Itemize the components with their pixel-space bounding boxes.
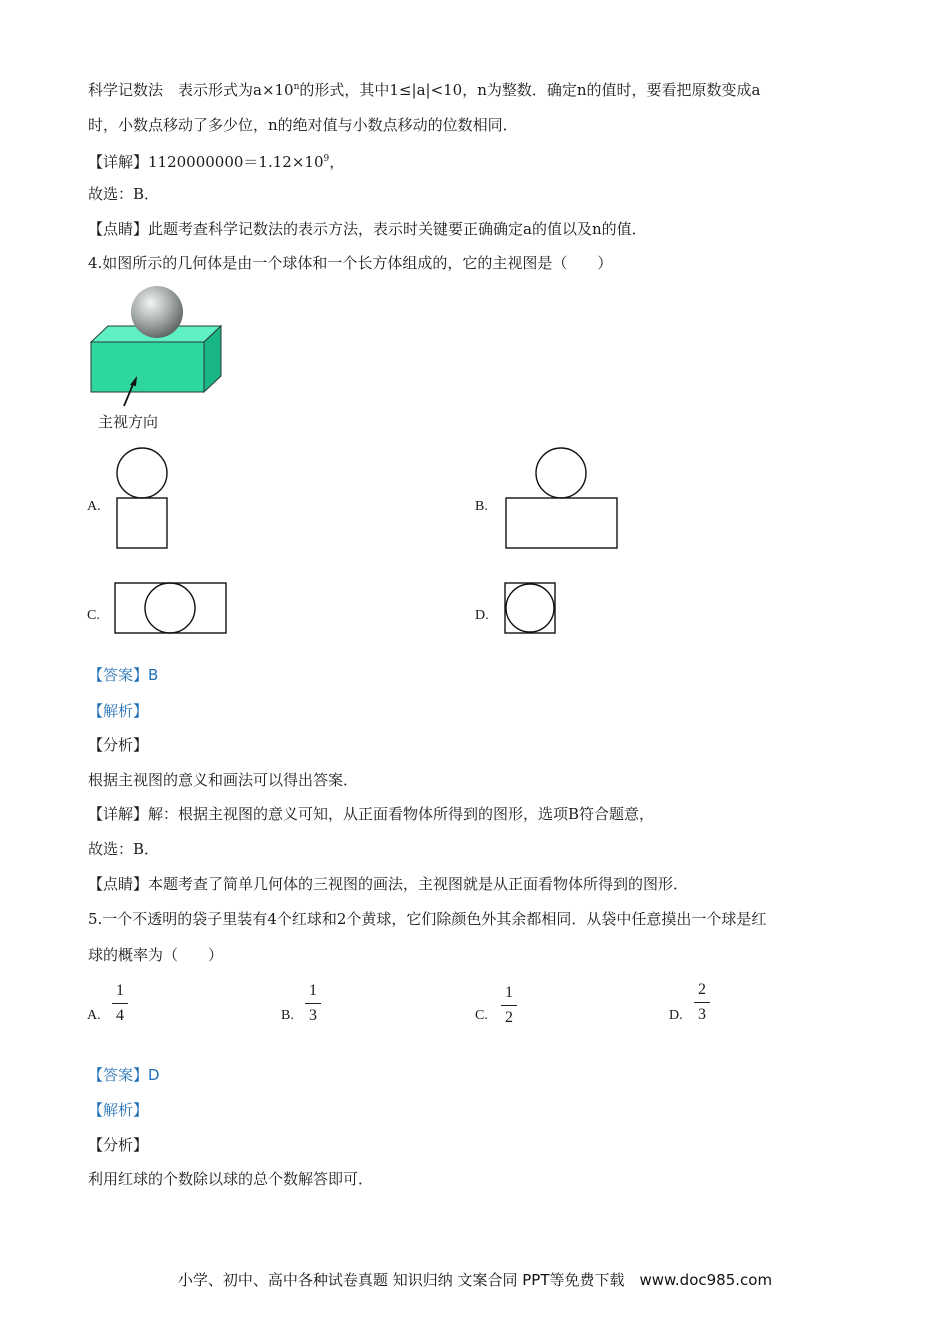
text-line-2: 时，小数点移动了多少位，n的绝对值与小数点移动的位数相同． [88,116,518,134]
option-b-rectangle [506,498,617,548]
q5-c-numerator: 1 [505,984,513,1001]
q5-fenxi-label: 【分析】 [88,1136,149,1154]
q5-d-numerator: 2 [698,981,706,998]
q5-d-bar [694,1002,710,1003]
box-front-face [91,342,204,392]
option-d-square [505,583,555,633]
line1-part-b: 的形式，其中1≤|a|<10，n为整数．确定n的值时，要看把原数变成a [299,81,761,99]
text-line-3 [88,149,344,172]
q4-option-a-label: A. [87,499,101,514]
q4-fenxi-text: 根据主视图的意义和画法可以得出答案． [88,771,359,789]
option-a-square [117,498,167,548]
option-a-circle [117,448,167,498]
q5-b-numerator: 1 [309,982,317,999]
line3-part-b: ， [329,153,345,171]
q5-answer [88,1065,160,1085]
q4-choose: 故选：B． [88,840,160,858]
q5-option-b-fraction [305,981,321,1026]
line1-part-a: 科学记数法 表示形式为a×10 [88,81,294,99]
q4-option-a-figure [114,447,170,551]
q5-fenxi-text: 利用红球的个数除以球的总个数解答即可． [88,1170,374,1188]
q4-option-c-label: C. [87,608,100,623]
q5-option-a-fraction [112,981,128,1026]
page-footer: 小学、初中、高中各种试卷真题 知识归纳 文案合同 PPT等免费下载 www.doc985.com [177,1271,773,1289]
q4-option-d-figure [503,581,559,637]
q5-analysis-label: 【解析】 [88,1101,149,1119]
figure-caption: 主视方向 [98,413,159,431]
q4-option-b-figure [503,447,621,551]
q4-option-b-label: B. [475,499,488,514]
q5-question-line1: 5.一个不透明的袋子里装有4个红球和2个黄球，它们除颜色外其余都相同．从袋中任意摸出一个球是红 [88,910,767,928]
option-b-circle [536,448,586,498]
sphere [131,286,183,338]
q4-fenxi-label: 【分析】 [88,736,149,754]
q5-a-numerator: 1 [116,982,124,999]
q4-detail: 【详解】解：根据主视图的意义可知，从正面看物体所得到的图形，选项B符合题意， [88,805,655,823]
line3-part-a: 【详解】1120000000＝1.12×10 [88,153,324,171]
q5-question-line2: 球的概率为（ ） [88,946,224,964]
q5-a-bar [112,1003,128,1004]
q5-option-b-label: B. [281,1008,294,1023]
line3-exponent: 9 [323,154,330,164]
q5-answer-value: D [148,1066,160,1084]
q5-option-d-fraction [694,980,710,1025]
q5-d-denominator: 3 [698,1006,706,1023]
q5-c-denominator: 2 [505,1009,513,1026]
q5-b-bar [305,1003,321,1004]
option-d-circle [506,584,554,632]
option-c-circle [145,583,195,633]
q4-answer-value: B [148,666,159,684]
q5-option-c-label: C. [475,1008,488,1023]
q5-option-c-fraction [501,983,517,1028]
text-line-4: 故选：B． [88,185,160,203]
q4-answer [88,665,158,685]
q4-option-c-figure [113,581,229,637]
q4-comment: 【点睛】本题考查了简单几何体的三视图的画法，主视图就是从正面看物体所得到的图形． [88,875,689,893]
q5-a-denominator: 4 [116,1007,124,1024]
option-c-rectangle [115,583,226,633]
q5-c-bar [501,1005,517,1006]
q5-b-denominator: 3 [309,1007,317,1024]
q4-option-d-label: D. [475,608,489,623]
q4-analysis-label: 【解析】 [88,702,149,720]
text-line-5: 【点睛】此题考查科学记数法的表示方法，表示时关键要正确确定a的值以及n的值． [88,220,647,238]
text-line-1 [88,77,761,100]
q4-answer-label: 【答案】 [88,666,149,684]
q5-answer-label: 【答案】 [88,1066,149,1084]
q5-option-d-label: D. [669,1008,683,1023]
line1-exponent: n [293,82,300,92]
q5-option-a-label: A. [87,1008,101,1023]
q4-question: 4.如图所示的几何体是由一个球体和一个长方体组成的，它的主视图是（ ） [88,254,613,272]
